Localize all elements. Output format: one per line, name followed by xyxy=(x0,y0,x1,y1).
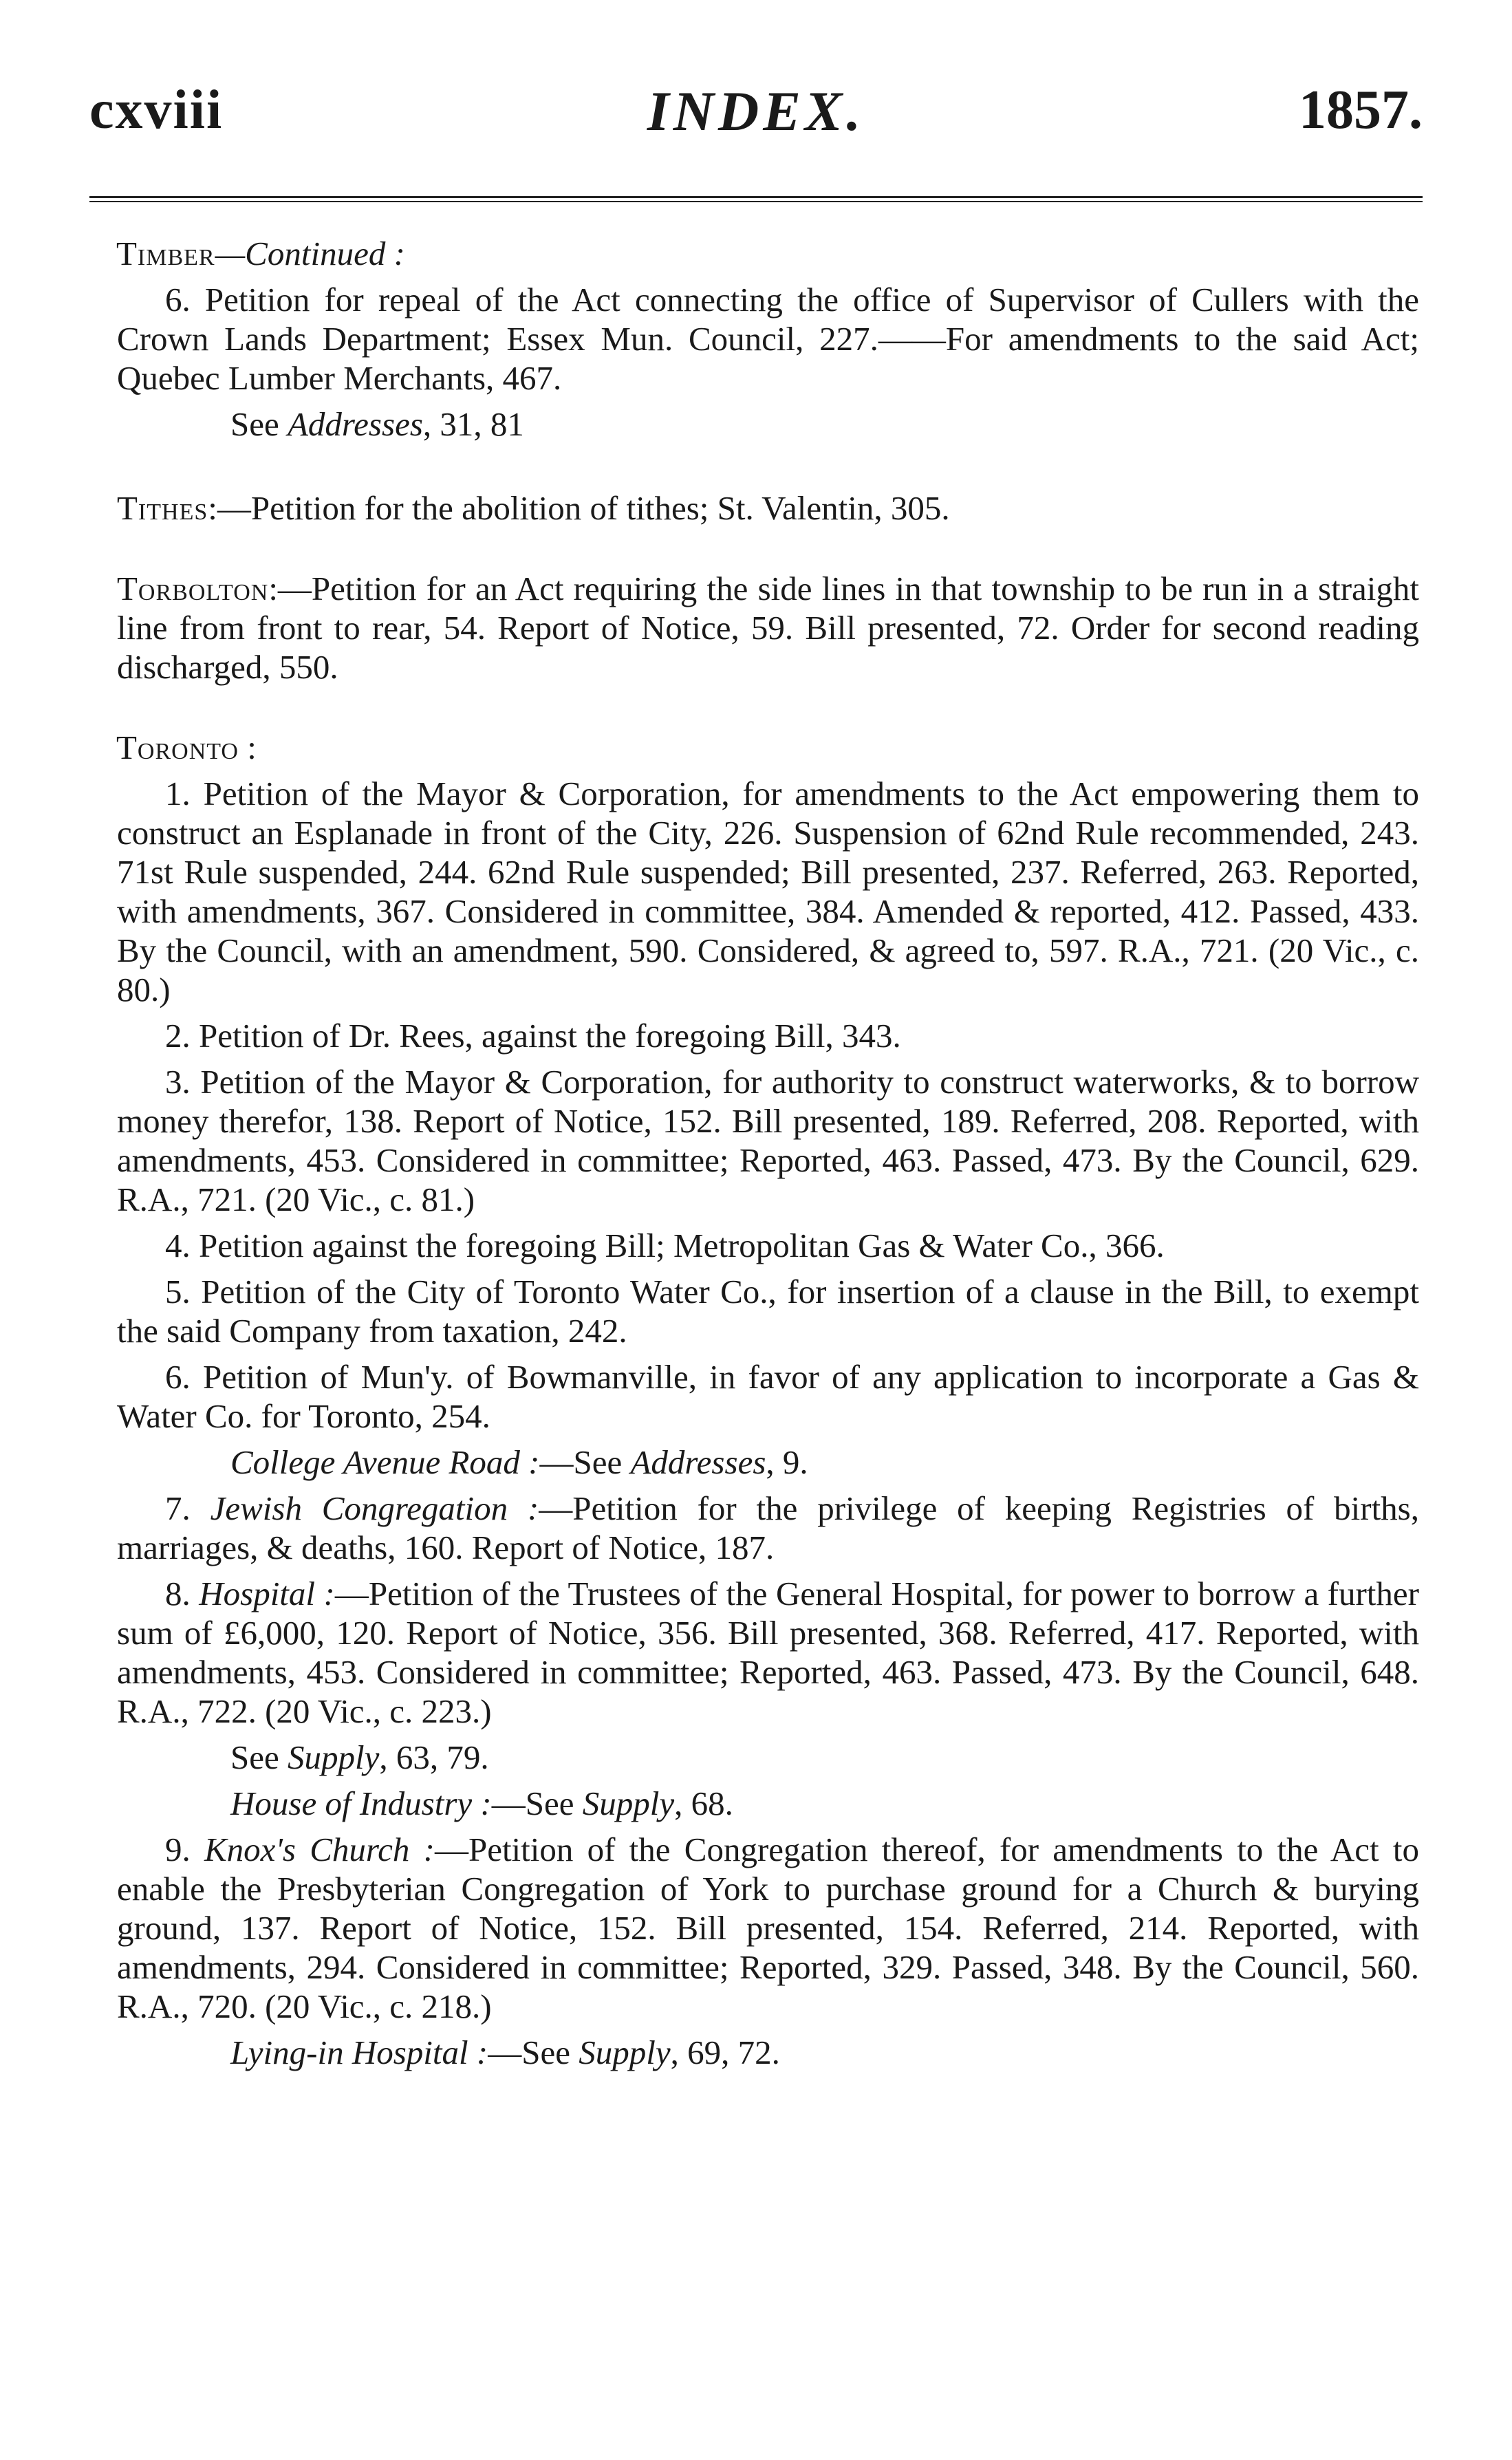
tithes-text: :—Petition for the abolition of tithes; St. Valentin, 305. xyxy=(208,489,950,527)
toronto-entry-9 xyxy=(117,1830,1419,2026)
timber-heading xyxy=(116,234,1419,273)
torbolton-text: :—Petition for an Act requiring the side lines in that township to be run in a straight line from front to rear, 54. Report of Notice, 59. Bill presented, 72. Order for second reading discharged, 550. xyxy=(117,570,1419,686)
entry9-label: Knox's Church : xyxy=(204,1831,435,1868)
header-rule xyxy=(89,196,1423,202)
tithes-entry xyxy=(117,488,1419,528)
industry-ref: Supply xyxy=(582,1784,675,1822)
see-pages: , 31, 81 xyxy=(422,405,524,443)
see-supply-prefix: See xyxy=(230,1738,288,1776)
see-ref: Addresses xyxy=(288,405,423,443)
page-title: INDEX. xyxy=(647,80,865,142)
toronto-heading-label: Toronto xyxy=(116,729,239,766)
lying-label: Lying-in Hospital : xyxy=(230,2033,488,2071)
college-pages: , 9. xyxy=(766,1443,808,1481)
toronto-entry-7 xyxy=(117,1489,1419,1567)
toronto-house-of-industry xyxy=(117,1784,1419,1823)
entry8-text: —Petition of the Trustees of the General Hospital, for power to borrow a further sum of £6,000, 120. Report of Notice, 356. Bill presented, 368. Referred, 417. Reported, with amendments, 453. Considered in committee; Reported, 463. Passed, 473. By the Council, 648. R.A., 722. (20 Vic., c. 223.) xyxy=(117,1575,1419,1730)
college-text: —See xyxy=(539,1443,631,1481)
entry9-text: —Petition of the Congregation thereof, for amendments to the Act to enable the Presbyterian Congregation of York to purchase ground for a Church & burying ground, 137. Report of Notice, 152. Bill presented, 154. Referred, 214. Reported, with amendments, 294. Considered in committee; Reported, 329. Passed, 348. By the Council, 560. R.A., 720. (20 Vic., c. 218.) xyxy=(117,1831,1420,2025)
toronto-entry-8 xyxy=(117,1574,1419,1731)
toronto-college-avenue xyxy=(117,1443,1419,1482)
toronto-entry-4: 4. Petition against the foregoing Bill; Metropolitan Gas & Water Co., 366. xyxy=(165,1227,1165,1264)
lying-pages: , 69, 72. xyxy=(670,2033,780,2071)
industry-text: —See xyxy=(491,1784,583,1822)
toronto-entry-5: 5. Petition of the City of Toronto Water Co., for insertion of a clause in the Bill, to exempt the said Company from taxation, 242. xyxy=(117,1273,1419,1350)
toronto-entry-6: 6. Petition of Mun'y. of Bowmanville, in favor of any application to incorporate a Gas & Water Co. for Toronto, 254. xyxy=(117,1358,1419,1435)
entry7-num: 7. xyxy=(165,1489,210,1527)
toronto-heading-colon: : xyxy=(238,729,257,766)
see-prefix: See xyxy=(230,405,288,443)
torbolton-entry xyxy=(117,569,1419,687)
index-body xyxy=(117,234,1419,2079)
college-label: College Avenue Road : xyxy=(230,1443,540,1481)
entry8-num: 8. xyxy=(165,1575,199,1612)
timber-continued: —Continued : xyxy=(215,235,405,272)
entry8-label: Hospital : xyxy=(199,1575,335,1612)
page-year: 1857. xyxy=(1299,80,1423,140)
lying-text: —See xyxy=(488,2033,579,2071)
lying-ref: Supply xyxy=(579,2033,671,2071)
page-number: cxviii xyxy=(89,80,224,140)
entry7-text: —Petition for the privilege of keeping Registries of births, marriages, & deaths, 160. Report of Notice, 187. xyxy=(117,1489,1420,1566)
entry9-num: 9. xyxy=(165,1831,204,1868)
toronto-entry-3: 3. Petition of the Mayor & Corporation, for authority to construct waterworks, & to borrow money therefor, 138. Report of Notice, 152. Bill presented, 189. Referred, 208. Reported, with amendments, 453. Considered in committee; Reported, 463. Passed, 473. By the Council, 629. R.A., 721. (20 Vic., c. 81.) xyxy=(117,1063,1419,1218)
timber-entry-6: 6. Petition for repeal of the Act connecting the office of Supervisor of Cullers with the Crown Lands Department; Essex Mun. Council, 227.——For amendments to the said Act; Quebec Lumber Merchants, 467. xyxy=(117,281,1419,397)
toronto-entry-1: 1. Petition of the Mayor & Corporation, for amendments to the Act empowering them to construct an Esplanade in front of the City, 226. Suspension of 62nd Rule recommended, 243. 71st Rule suspended, 244. 62nd Rule suspended; Bill presented, 237. Referred, 263. Reported, with amendments, 367. Considered in committee, 384. Amended & reported, 412. Passed, 433. By the Council, with an amendment, 590. Considered, & agreed to, 597. R.A., 721. (20 Vic., c. 80.) xyxy=(117,775,1419,1008)
toronto-see-supply xyxy=(117,1738,1419,1777)
page-header xyxy=(89,79,1423,155)
entry7-label: Jewish Congregation : xyxy=(210,1489,539,1527)
toronto-heading xyxy=(116,728,1419,767)
see-supply-ref: Supply xyxy=(288,1738,380,1776)
toronto-lying-in-hospital xyxy=(117,2033,1419,2072)
tithes-heading: Tithes xyxy=(117,489,208,527)
college-ref: Addresses xyxy=(630,1443,766,1481)
torbolton-heading: Torbolton xyxy=(117,570,269,607)
industry-pages: , 68. xyxy=(674,1784,733,1822)
timber-heading-label: Timber xyxy=(116,235,215,272)
industry-label: House of Industry : xyxy=(230,1784,492,1822)
timber-see-addresses xyxy=(117,404,1419,444)
toronto-entry-2: 2. Petition of Dr. Rees, against the foregoing Bill, 343. xyxy=(165,1017,901,1055)
see-supply-pages: , 63, 79. xyxy=(379,1738,489,1776)
